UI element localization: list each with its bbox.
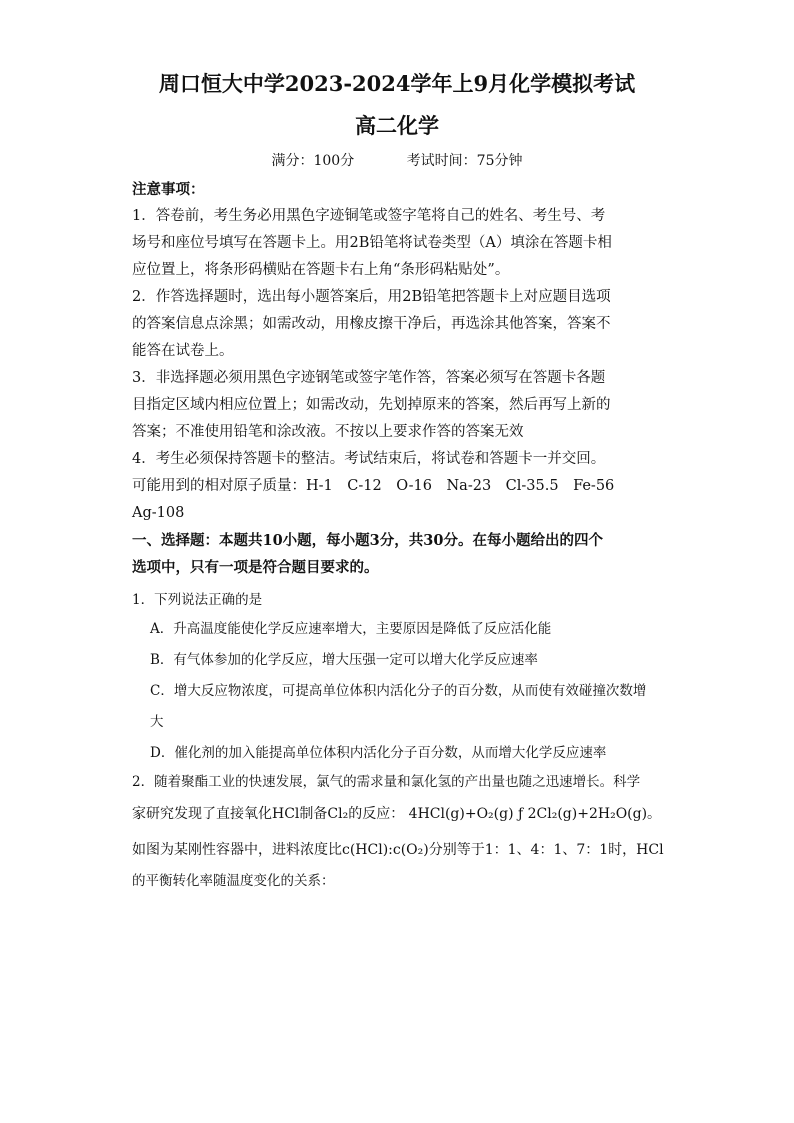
question-2-reaction-line [132, 796, 672, 832]
note-line: 1．答卷前，考生务必用黑色字迹铜笔或签字笔将自己的姓名、考生号、考 [132, 208, 606, 224]
full-score: 满分：100分 [271, 153, 355, 169]
note-line: 能答在试卷上。 [132, 343, 234, 359]
question-1-option-a: A．升高温度能使化学反应速率增大，主要原因是降低了反应活化能 [150, 621, 552, 637]
question-2-line: 2．随着聚酯工业的快速发展，氯气的需求量和氯化氢的产出量也随之迅速增长。科学 [132, 774, 641, 790]
exam-time: 考试时间：75分钟 [406, 153, 523, 169]
note-line: 答案；不准使用铅笔和涂改液。不按以上要求作答的答案无效 [132, 424, 524, 440]
atomic-mass-line: 可能用到的相对原子质量：H-1 C-12 O-16 Na-23 Cl-35.5 Fe-56 [132, 478, 615, 494]
question-1-stem: 1．下列说法正确的是 [132, 592, 263, 608]
note-line: 场号和座位号填写在答题卡上。用2B铅笔将试卷类型（A）填涂在答题卡相 [132, 235, 612, 251]
note-line: 的答案信息点涂黑；如需改动，用橡皮擦干净后，再选涂其他答案，答案不 [132, 316, 611, 332]
section-heading: 一、选择题：本题共10小题，每小题3分，共30分。在每小题给出的四个 [132, 532, 603, 549]
question-2-relation-line: 的平衡转化率随温度变化的关系： [132, 873, 335, 889]
question-2-reaction-text: 家研究发现了直接氧化HCl制备Cl₂的反应： [132, 806, 405, 822]
note-line: 2．作答选择题时，选出每小题答案后，用2B铅笔把答题卡上对应题目选项 [132, 289, 611, 305]
reaction-equation: 4HCl(g)+O₂(g) ƒ 2Cl₂(g)+2H₂O(g)。 [408, 806, 662, 822]
question-1-option-b: B．有气体参加的化学反应，增大压强一定可以增大化学反应速率 [150, 652, 538, 668]
question-1-option-d: D．催化剂的加入能提高单位体积内活化分子百分数，从而增大化学反应速率 [150, 745, 607, 761]
atomic-mass-line-cont: Ag-108 [132, 505, 185, 521]
exam-subtitle: 高二化学 [355, 113, 439, 138]
exam-meta [0, 150, 794, 170]
exam-title: 周口恒大中学2023-2024学年上9月化学模拟考试 [158, 71, 636, 96]
question-1-option-c: C．增大反应物浓度，可提高单位体积内活化分子的百分数，从而使有效碰撞次数增 [150, 683, 647, 699]
note-line: 4．考生必须保持答题卡的整洁。考试结束后，将试卷和答题卡一并交回。 [132, 451, 606, 467]
exam-body [132, 176, 672, 895]
note-line: 3．非选择题必须用黑色字迹钢笔或签字笔作答，答案必须写在答题卡各题 [132, 370, 606, 386]
notes-heading: 注意事项： [132, 181, 205, 198]
note-line: 目指定区域内相应位置上；如需改动，先划掉原来的答案，然后再写上新的 [132, 397, 611, 413]
section-heading-cont: 选项中，只有一项是符合题目要求的。 [132, 559, 379, 576]
note-line: 应位置上，将条形码横贴在答题卡右上角“条形码粘贴处”。 [132, 262, 510, 278]
question-2-ratio-line: 如图为某刚性容器中，进料浓度比c(HCl):c(O₂)分别等于1：1、4：1、7：1时，HCl [132, 842, 664, 858]
question-1-option-c-cont: 大 [150, 714, 164, 730]
